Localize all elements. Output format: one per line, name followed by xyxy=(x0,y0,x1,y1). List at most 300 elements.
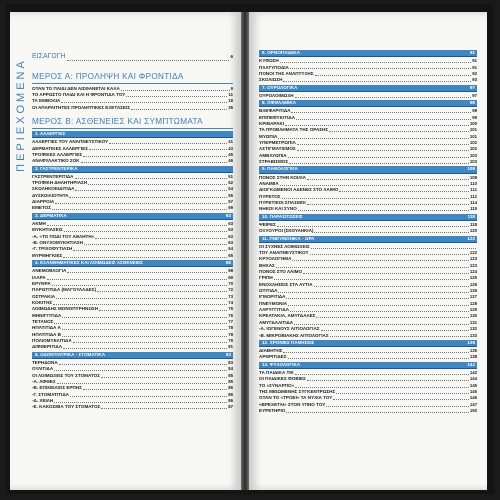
entry-page: 85 xyxy=(228,378,233,384)
section-header xyxy=(32,352,233,359)
entry-page: 59 xyxy=(228,205,233,211)
entry-page: 83 xyxy=(228,359,233,365)
entry-page: 130 xyxy=(469,313,477,319)
entry-title: ΔΙΟΓΚΩΜΕΝΟΙ ΑΔΕΝΕΣ ΣΤΟ ΛΑΙΜΟ xyxy=(259,187,339,193)
entry-title: ΚΡΕΑΤΑΚΙΑ, ΑΜΥΓΔΑΛΕΣ xyxy=(259,313,316,319)
toc-entry xyxy=(32,344,233,350)
section-page: 135 xyxy=(467,339,475,345)
section-title: 7. ΟΥΡΟΛΟΓΙΚΑ xyxy=(262,84,298,90)
entry-title: ΕΠΙΠΕΦΥΚΙΤΙΔΑ xyxy=(259,114,296,120)
toc-entry xyxy=(259,206,477,212)
entry-page: 73 xyxy=(228,293,233,299)
toc-entry xyxy=(32,158,233,164)
dot-leader xyxy=(55,203,227,204)
entry-title: ΣΚΩΛΗΚΟΕΙΔΙΤΙΔΑ xyxy=(32,186,75,192)
left-page xyxy=(10,12,241,490)
dot-leader xyxy=(288,157,469,158)
entry-title: ΤΑ ΠΡΟΒΛΗΜΑΤΑ ΤΗΣ ΟΡΑΣΗΣ xyxy=(259,127,329,133)
toc-entry xyxy=(32,404,233,410)
entry-title: ΠΝΕΥΜΟΝΙΑ xyxy=(259,300,288,306)
dot-leader xyxy=(297,150,469,151)
entry-page: 75 xyxy=(228,306,233,312)
entry-title: ΤΟΥ ΑΝΑΠΝΕΥΣΤΙΚΟΥ xyxy=(259,250,309,256)
entry-page: 145 xyxy=(469,388,477,394)
entry-title: ΑΚΜΗ xyxy=(32,220,46,226)
entry-page: 146 xyxy=(469,395,477,401)
dot-leader xyxy=(62,329,227,330)
dot-leader xyxy=(62,317,227,318)
dot-leader xyxy=(326,406,468,407)
entry-page: 103 xyxy=(469,152,477,158)
entry-title: ΕΜΕΤΟΣ xyxy=(32,205,52,211)
entry-page: 51 xyxy=(228,173,233,179)
dot-leader xyxy=(83,156,227,157)
entry-title: ΚΟΚΙΤΗΣ xyxy=(32,299,53,305)
entry-page: 133 xyxy=(469,332,477,338)
entry-page: 118 xyxy=(470,221,477,227)
section-header xyxy=(259,340,477,347)
entry-page: 150 xyxy=(469,407,477,413)
dot-leader xyxy=(291,112,471,113)
entry-page: 129 xyxy=(469,307,477,313)
entry-page: 127 xyxy=(469,294,477,300)
dot-leader xyxy=(54,402,227,403)
entry-title: -Α. ΑΦΘΕΣ xyxy=(32,378,56,384)
dot-leader xyxy=(63,348,227,349)
dot-leader xyxy=(280,185,469,186)
entry-page: 76 xyxy=(228,312,233,318)
dot-leader xyxy=(330,336,469,337)
entry-title: ΑΛΛΕΡΓΙΕΣ ΤΟΥ ΑΝΑΠΝΕΥΣΤΙΚΟΥ xyxy=(32,139,109,145)
entry-page: 41 xyxy=(228,139,233,145)
dot-leader xyxy=(296,119,471,120)
dot-leader xyxy=(75,178,228,179)
dot-leader xyxy=(63,257,227,258)
dot-leader xyxy=(314,232,468,233)
entry-title: ΔΙΑΡΡΟΙΑ xyxy=(32,199,55,205)
dot-leader xyxy=(286,298,468,299)
dot-leader xyxy=(84,244,227,245)
dot-leader xyxy=(56,298,227,299)
entry-page: 87 xyxy=(228,404,233,410)
dot-leader xyxy=(54,323,227,324)
entry-title: ΔΙΑΒΗΤΗΣ xyxy=(259,348,283,354)
entry-title: -Γ. ΤΡΙΧΟΦΥΤΙΑΣΗ xyxy=(32,246,73,252)
entry-title: ΑΜΥΓΔΑΛΙΤΙΔΑ xyxy=(259,319,294,325)
part-b-title: ΜΕΡΟΣ Β: ΑΣΘΕΝΕΙΕΣ ΚΑΙ ΣΥΜΠΤΩΜΑΤΑ xyxy=(32,117,203,127)
entry-page: 63 xyxy=(228,220,233,226)
entry-page: 138 xyxy=(469,354,477,360)
dot-leader xyxy=(295,97,472,98)
entry-title: ΟΣΤΡΑΚΙΑ xyxy=(32,293,56,299)
entry-title: ΑΝΕΜΟΒΛΟΓΙΑ xyxy=(32,268,67,274)
toc-entry xyxy=(259,354,477,360)
section-page: 118 xyxy=(467,213,475,219)
entry-page: 11 xyxy=(228,92,233,98)
entry-title: ΚΡΥΟΛΟΓΗΜΑ xyxy=(259,256,292,262)
dot-leader xyxy=(75,190,227,191)
intro-page: 6 xyxy=(230,54,233,59)
dot-leader xyxy=(278,292,468,293)
entry-title: ΛΑΡΥΓΓΙΤΙΔΑ xyxy=(259,307,290,313)
entry-page: 63 xyxy=(228,227,233,233)
toc-entry xyxy=(259,159,477,165)
entry-page: 97 xyxy=(472,92,477,98)
entry-title: ΗΠΑΤΙΤΙΔΑ Β xyxy=(32,331,61,337)
section-title: 13. ΨΥΧΟΛΟΓΙΚΑ xyxy=(262,361,301,367)
dot-leader xyxy=(288,358,469,359)
section-header xyxy=(259,236,477,243)
toc-entry xyxy=(259,228,477,234)
section-header xyxy=(32,213,233,220)
section-title: 2. ΓΑΣΤΡΕΝΤΕΡΙΚΑ xyxy=(35,165,78,171)
section-page: 83 xyxy=(225,351,231,357)
entry-title: ΟΙ ΑΠΑΡΑΙΤΗΤΕΣ ΠΡΟΛΗΠΤΙΚΕΣ ΕΞΕΤΑΣΕΙΣ xyxy=(32,104,130,110)
dot-leader xyxy=(62,336,227,337)
entry-title: ΜΥΚΗΤΙΑΣΕΙΣ xyxy=(32,227,63,233)
entry-title: ΣΤΡΑΒΙΣΜΟΣ xyxy=(259,159,289,165)
dot-leader xyxy=(73,250,227,251)
entry-title: ΥΠΕΡΜΕΤΡΩΠΙΑ xyxy=(259,140,296,145)
entry-title: ΠΑΡΩΤΙΤΙΔΑ (ΜΑΓΟΥΛΑΔΕΣ) xyxy=(32,287,97,293)
section-page: 68 xyxy=(225,260,231,266)
entry-page: 111 xyxy=(470,187,477,193)
entry-title: ΔΥΣΚΟΙΛΙΟΤΗΤΑ xyxy=(32,192,69,198)
entry-title: ΠΟΝΟΣ ΣΤΗΝ ΚΟΙΛΙΑ xyxy=(259,174,306,180)
dot-leader xyxy=(295,387,469,388)
dot-leader xyxy=(47,279,228,280)
entry-page: 91 xyxy=(472,64,477,70)
dot-leader xyxy=(333,399,469,400)
dot-leader xyxy=(290,68,471,69)
entry-page: 68 xyxy=(228,268,233,274)
section-title: 12. ΧΡΟΝΙΕΣ ΠΑΘΗΣΕΙΣ xyxy=(262,339,315,345)
entry-title: ΙΛΑΡΑ xyxy=(32,274,46,280)
toc-entry xyxy=(32,205,233,211)
dot-leader xyxy=(101,408,227,409)
intro-entry xyxy=(32,52,233,62)
entry-title: ΟΙ ΣΥΧΝΕΣ ΛΟΙΜΩΞΕΙΣ xyxy=(259,243,310,249)
dot-leader xyxy=(307,380,469,381)
entry-title: ΟΥΡΟΛΟΙΜΩΞΗ xyxy=(259,92,294,98)
section-page: 122 xyxy=(467,235,475,241)
dot-leader xyxy=(54,370,227,371)
entry-page: 45 xyxy=(228,151,233,157)
entry-page: 112 xyxy=(470,193,477,199)
toc-entry xyxy=(259,93,477,99)
entry-title: ΨΕΙΡΕΣ xyxy=(259,221,276,227)
section-header xyxy=(259,100,477,107)
dot-leader xyxy=(57,383,228,384)
dot-leader xyxy=(83,389,227,390)
section-title: 8. ΟΦΘΑΛΜΙΚΑ xyxy=(262,100,297,106)
entry-page: 18 xyxy=(228,98,233,104)
dot-leader xyxy=(101,377,227,378)
entry-title: -Α. ΙΟΓΕΝΟΥΣ ΑΙΤΙΟΛΟΓΙΑΣ xyxy=(259,326,320,332)
part-a-title: ΜΕΡΟΣ Α: ΠΡΟΛΗΨΗ ΚΑΙ ΦΡΟΝΤΙΔΑ xyxy=(32,72,184,81)
intro-title: ΕΙΣΑΓΩΓΗ xyxy=(32,53,66,60)
dot-leader xyxy=(52,285,228,286)
entry-page: 132 xyxy=(469,326,477,332)
section-title: 11. ΠΝΕΥΜΟΝΙΚΑ - ΩΡΛ xyxy=(262,235,315,241)
entry-page: 145 xyxy=(469,382,477,388)
entry-page: 125 xyxy=(469,275,477,281)
entry-page: 86 xyxy=(228,391,233,397)
dot-leader xyxy=(295,374,469,375)
part-b-rule xyxy=(32,128,233,129)
entry-page: 135 xyxy=(469,348,477,354)
dot-leader xyxy=(289,163,469,164)
entry-title: ΠΟΝΟΣ ΣΤΟ ΛΑΙΜΟ xyxy=(259,269,303,275)
entry-title: ΟΞΥΟΥΡΟΙ (ΣΚΟΥΛΗΚΙΑ) xyxy=(259,228,314,234)
section-header xyxy=(32,260,233,267)
entry-title: ΤΟ ΑΡΡΩΣΤΟ ΠΑΙΔΙ ΚΑΙ Η ΦΡΟΝΤΙΔΑ ΤΟΥ xyxy=(32,92,126,98)
entry-title: ΤΡΟΦΙΚΕΣ ΑΛΛΕΡΓΙΕΣ xyxy=(32,151,83,157)
entry-title: ΤΑ ΠΑΙΔΙΚΑ ΤΙΚ xyxy=(259,369,294,375)
section-page: 142 xyxy=(467,361,475,367)
entry-title: ΟΤΑΝ ΤΟ «ΤΡΟΕΙ» ΤΑ ΝΥΧΙΑ ΤΟΥ xyxy=(259,395,333,401)
dot-leader xyxy=(290,311,469,312)
entry-title: ΟΤΑΝ ΤΟ ΠΑΙΔΙ ΔΕΝ ΑΙΣΘΑΝΕΤΑΙ ΚΑΛΑ xyxy=(32,85,120,91)
entry-title: ΤΑ ΕΜΒΟΛΙΑ xyxy=(32,98,61,104)
section-header xyxy=(259,85,477,92)
entry-page: 55 xyxy=(228,192,233,198)
dot-leader xyxy=(316,317,468,318)
entry-title: ΓΑΣΤΡΕΝΤΕΡΙΤΙΔΑ xyxy=(32,173,74,179)
entry-page: 74 xyxy=(228,299,233,305)
entry-page: 85 xyxy=(228,372,233,378)
dot-leader xyxy=(286,412,469,413)
entry-title: -Β. ΟΝΥΧΟΜΥΚΗΤΙΑΣΗ xyxy=(32,240,83,245)
dot-leader xyxy=(280,62,471,63)
entry-title: «ΒΡΕΧΕΤΑΙ» ΣΤΟΝ ΥΠΝΟ ΤΟΥ xyxy=(259,401,326,407)
entry-title: ΜΗΝΙΓΓΙΤΙΔΑ xyxy=(32,312,62,318)
dot-leader xyxy=(339,191,469,192)
section-header xyxy=(32,131,233,138)
entry-title: ΟΥΛΙΤΙΔΑ xyxy=(32,366,54,372)
entry-page: 102 xyxy=(469,140,477,145)
entry-page: 52 xyxy=(228,180,233,186)
entry-title: ΑΝΑΙΜΙΑ xyxy=(259,180,279,186)
dot-leader xyxy=(67,272,227,273)
entry-page: 54 xyxy=(228,186,233,192)
entry-page: 65 xyxy=(228,252,233,258)
entry-title: ΠΟΛΙΟΜΥΕΛΙΤΙΔΑ xyxy=(32,338,72,343)
entry-title: -Β. ΜΙΚΡΟΒΙΑΚΗΣ ΑΙΤΙΟΛΟΓΙΑΣ xyxy=(259,332,329,338)
dot-leader xyxy=(298,210,469,211)
entry-title: ΤΕΡΗΔΟΝΑ xyxy=(32,359,58,365)
entry-title: ΩΤΙΤΙΔΑ xyxy=(259,288,278,294)
dot-leader xyxy=(61,102,227,103)
entry-title: ΛΟΙΜΩΔΗΣ ΜΟΝΟΠΥΡΗΝΩΣΗ xyxy=(32,306,99,312)
entry-title: ΔΕΡΜΑΤΙΚΕΣ ΑΛΛΕΡΓΙΕΣ xyxy=(32,145,88,151)
entry-title: ΕΥΡΕΤΗΡΙΟ xyxy=(259,407,286,413)
entry-page: 84 xyxy=(228,366,233,372)
section-title: 3. ΔΕΡΜΑΤΙΚΑ xyxy=(35,212,67,218)
dot-leader xyxy=(109,143,227,144)
entry-title: ΒΗΧΑΣ xyxy=(259,262,275,268)
left-contents xyxy=(32,52,233,411)
book-spine xyxy=(241,12,249,490)
section-title: 10. ΠΑΡΑΣΙΤΩΣΕΙΣ xyxy=(262,213,303,219)
entry-page: 123 xyxy=(469,256,477,262)
entry-title: ΟΙ ΠΑΙΔΙΚΕΣ ΦΟΒΙΕΣ xyxy=(259,376,306,382)
dot-leader xyxy=(126,96,227,97)
toc-entry xyxy=(259,77,477,83)
dot-leader xyxy=(121,90,230,91)
dot-leader xyxy=(283,81,471,82)
entry-page: 120 xyxy=(469,228,477,234)
entry-page: 86 xyxy=(228,397,233,403)
entry-page: 64 xyxy=(228,246,233,252)
section-page: 97 xyxy=(469,84,475,90)
entry-page: 43 xyxy=(228,145,233,151)
toc-entry xyxy=(259,333,477,339)
dot-leader xyxy=(314,286,469,287)
entry-page: 77 xyxy=(228,318,233,324)
entry-title: ΠΥΡΕΤΙΚΟΙ ΣΠΑΣΜΟΙ xyxy=(259,199,306,205)
entry-page: 70 xyxy=(228,280,233,286)
entry-page: 103 xyxy=(469,159,477,165)
entry-page: 91 xyxy=(472,58,477,64)
entry-page: 114 xyxy=(470,199,477,205)
entry-page: 122 xyxy=(469,250,477,256)
dot-leader xyxy=(131,109,227,110)
entry-page: 69 xyxy=(228,274,233,280)
entry-title: ΤΡΟΦΙΚΗ ΔΗΛΗΤΗΡΙΑΣΗ xyxy=(32,180,88,186)
part-a-rule xyxy=(32,83,233,84)
dot-leader xyxy=(274,279,469,280)
toc-entry xyxy=(32,253,233,259)
entry-title: ΑΜΒΛΥΩΠΙΑ xyxy=(259,152,287,158)
entry-title: ΑΝΑΦΥΛΑΚΤΙΚΟ ΣΟΚ xyxy=(32,158,80,164)
dot-leader xyxy=(67,60,230,61)
entry-page: 131 xyxy=(469,319,477,325)
dot-leader xyxy=(73,342,228,343)
entry-title: ΝΗΚΟΙ ΚΑΙ ΣΥΝΟ xyxy=(259,206,297,212)
dot-leader xyxy=(321,330,469,331)
entry-title: ΔΙΦΘΕΡΙΤΙΔΑ xyxy=(32,344,63,350)
dot-leader xyxy=(297,144,469,145)
dot-leader xyxy=(81,162,228,163)
dot-leader xyxy=(311,248,476,249)
entry-page: 9 xyxy=(230,85,233,91)
section-page: 91 xyxy=(469,50,475,55)
entry-page: 108 xyxy=(469,174,477,180)
entry-page: 124 xyxy=(469,269,477,275)
entry-page: 101 xyxy=(469,127,477,133)
entry-title: -Β. ΕΠΙΧΕΙΛΙΟΣ ΕΡΠΗΣ xyxy=(32,385,82,391)
section-title: 9. ΠΑΘΟΛΟΓΙΚΑ xyxy=(262,166,298,172)
entry-page: 99 xyxy=(472,114,477,120)
entry-title: ΤΟ «ΣΥΝΑΡΠΟ» xyxy=(259,382,295,388)
entry-page: 98 xyxy=(472,108,477,114)
entry-title: ΕΝΟΧΛΗΣΕΙΣ ΣΤΑ ΑΥΤΙΑ xyxy=(259,281,313,287)
entry-page: 126 xyxy=(469,281,477,287)
entry-page: 101 xyxy=(469,133,477,139)
entry-title: ΤΗΣ ΜΕΙΩΜΕΝΗΣ ΣΥΓΚΕΝΤΡΩΣΗΣ xyxy=(259,388,336,394)
dot-leader xyxy=(307,179,469,180)
dot-leader xyxy=(95,238,227,239)
entry-title: ΑΡΘΡΙΤΙΔΕΣ xyxy=(259,354,287,360)
section-header xyxy=(259,362,477,369)
entry-title: ΒΛΕΦΑΡΙΤΙΔΑ xyxy=(259,108,291,114)
entry-page: 63 xyxy=(228,240,233,245)
dot-leader xyxy=(53,304,227,305)
entry-page: 144 xyxy=(469,376,477,382)
entry-title: ΚΥΦΩΣΗ xyxy=(259,58,279,64)
dot-leader xyxy=(315,75,472,76)
entry-title: ΤΕΤΑΝΟΣ xyxy=(32,318,54,324)
entry-page: 79 xyxy=(228,338,233,343)
section-title: 4. ΕΞΑΝΘΗΜΑΤΙΚΕΣ ΚΑΙ ΛΟΙΜΩΔΕΙΣ ΑΣΘΕΝΕΙΕΣ xyxy=(35,260,143,266)
right-contents xyxy=(259,49,477,414)
dot-leader xyxy=(288,305,469,306)
entry-title: -Γ. ΣΤΟΜΑΤΙΤΙΔΑ xyxy=(32,391,69,397)
entry-title: ΑΣΤΙΓΜΑΤΙΣΜΟΣ xyxy=(259,146,296,152)
entry-title: ΟΙ ΛΟΙΜΩΞΕΙΣ ΤΟΥ ΣΤΟΜΑΤΟΣ xyxy=(32,372,100,378)
entry-page: 100 xyxy=(469,120,477,126)
section-page: 63 xyxy=(225,212,231,218)
entry-title: ΓΡΙΠΗ xyxy=(259,275,273,281)
entry-page: 128 xyxy=(469,300,477,306)
entry-page: 123 xyxy=(469,262,477,268)
dot-leader xyxy=(294,324,469,325)
dot-leader xyxy=(89,149,227,150)
section-header xyxy=(259,166,477,173)
entry-page: 86 xyxy=(228,385,233,391)
dot-leader xyxy=(99,310,227,311)
entry-title: ΠΛΑΤΥΠΟΔΙΑ xyxy=(259,64,289,70)
dot-leader xyxy=(69,197,227,198)
section-title: 6. ΟΡΘΟΠΑΙΔΙΚΑ xyxy=(262,50,301,55)
dot-leader xyxy=(88,184,227,185)
entry-page: 35 xyxy=(228,104,233,110)
dot-leader xyxy=(282,198,470,199)
entry-title: -Δ. ΧΕΙΛΗ xyxy=(32,397,54,403)
dot-leader xyxy=(277,226,469,227)
section-page: 98 xyxy=(469,100,475,106)
dot-leader xyxy=(285,125,469,126)
entry-page: 110 xyxy=(470,180,477,186)
right-page xyxy=(249,12,487,490)
entry-page: 78 xyxy=(228,325,233,331)
entry-title: ΠΥΡΕΤΟΣ xyxy=(259,193,281,199)
vertical-title xyxy=(14,30,28,200)
entry-page: 57 xyxy=(228,199,233,205)
dot-leader xyxy=(70,396,227,397)
entry-title: ΙΓΜΟΡΙΤΙΔΑ xyxy=(259,294,286,300)
dot-leader xyxy=(276,267,469,268)
entry-title: ΠΟΝΟΙ ΤΗΣ ΑΝΑΠΤΥΞΗΣ xyxy=(259,70,314,76)
dot-leader xyxy=(303,273,469,274)
entry-title: ΕΡΥΘΡΑ xyxy=(32,280,51,286)
entry-page: 142 xyxy=(469,369,477,375)
dot-leader xyxy=(278,138,469,139)
dot-leader xyxy=(310,254,469,255)
entry-page: 72 xyxy=(228,287,233,293)
entry-title: ΣΚΟΛΙΩΣΗ xyxy=(259,77,283,83)
dot-leader xyxy=(307,204,469,205)
entry-page: 46 xyxy=(228,158,233,164)
entry-page: 93 xyxy=(472,77,477,83)
entry-title: ΜΥΩΠΙΑ xyxy=(259,133,278,139)
entry-page: 63 xyxy=(228,233,233,239)
entry-page: 78 xyxy=(228,331,233,337)
toc-entry xyxy=(259,408,477,414)
entry-page: 126 xyxy=(469,288,477,294)
dot-leader xyxy=(329,131,469,132)
